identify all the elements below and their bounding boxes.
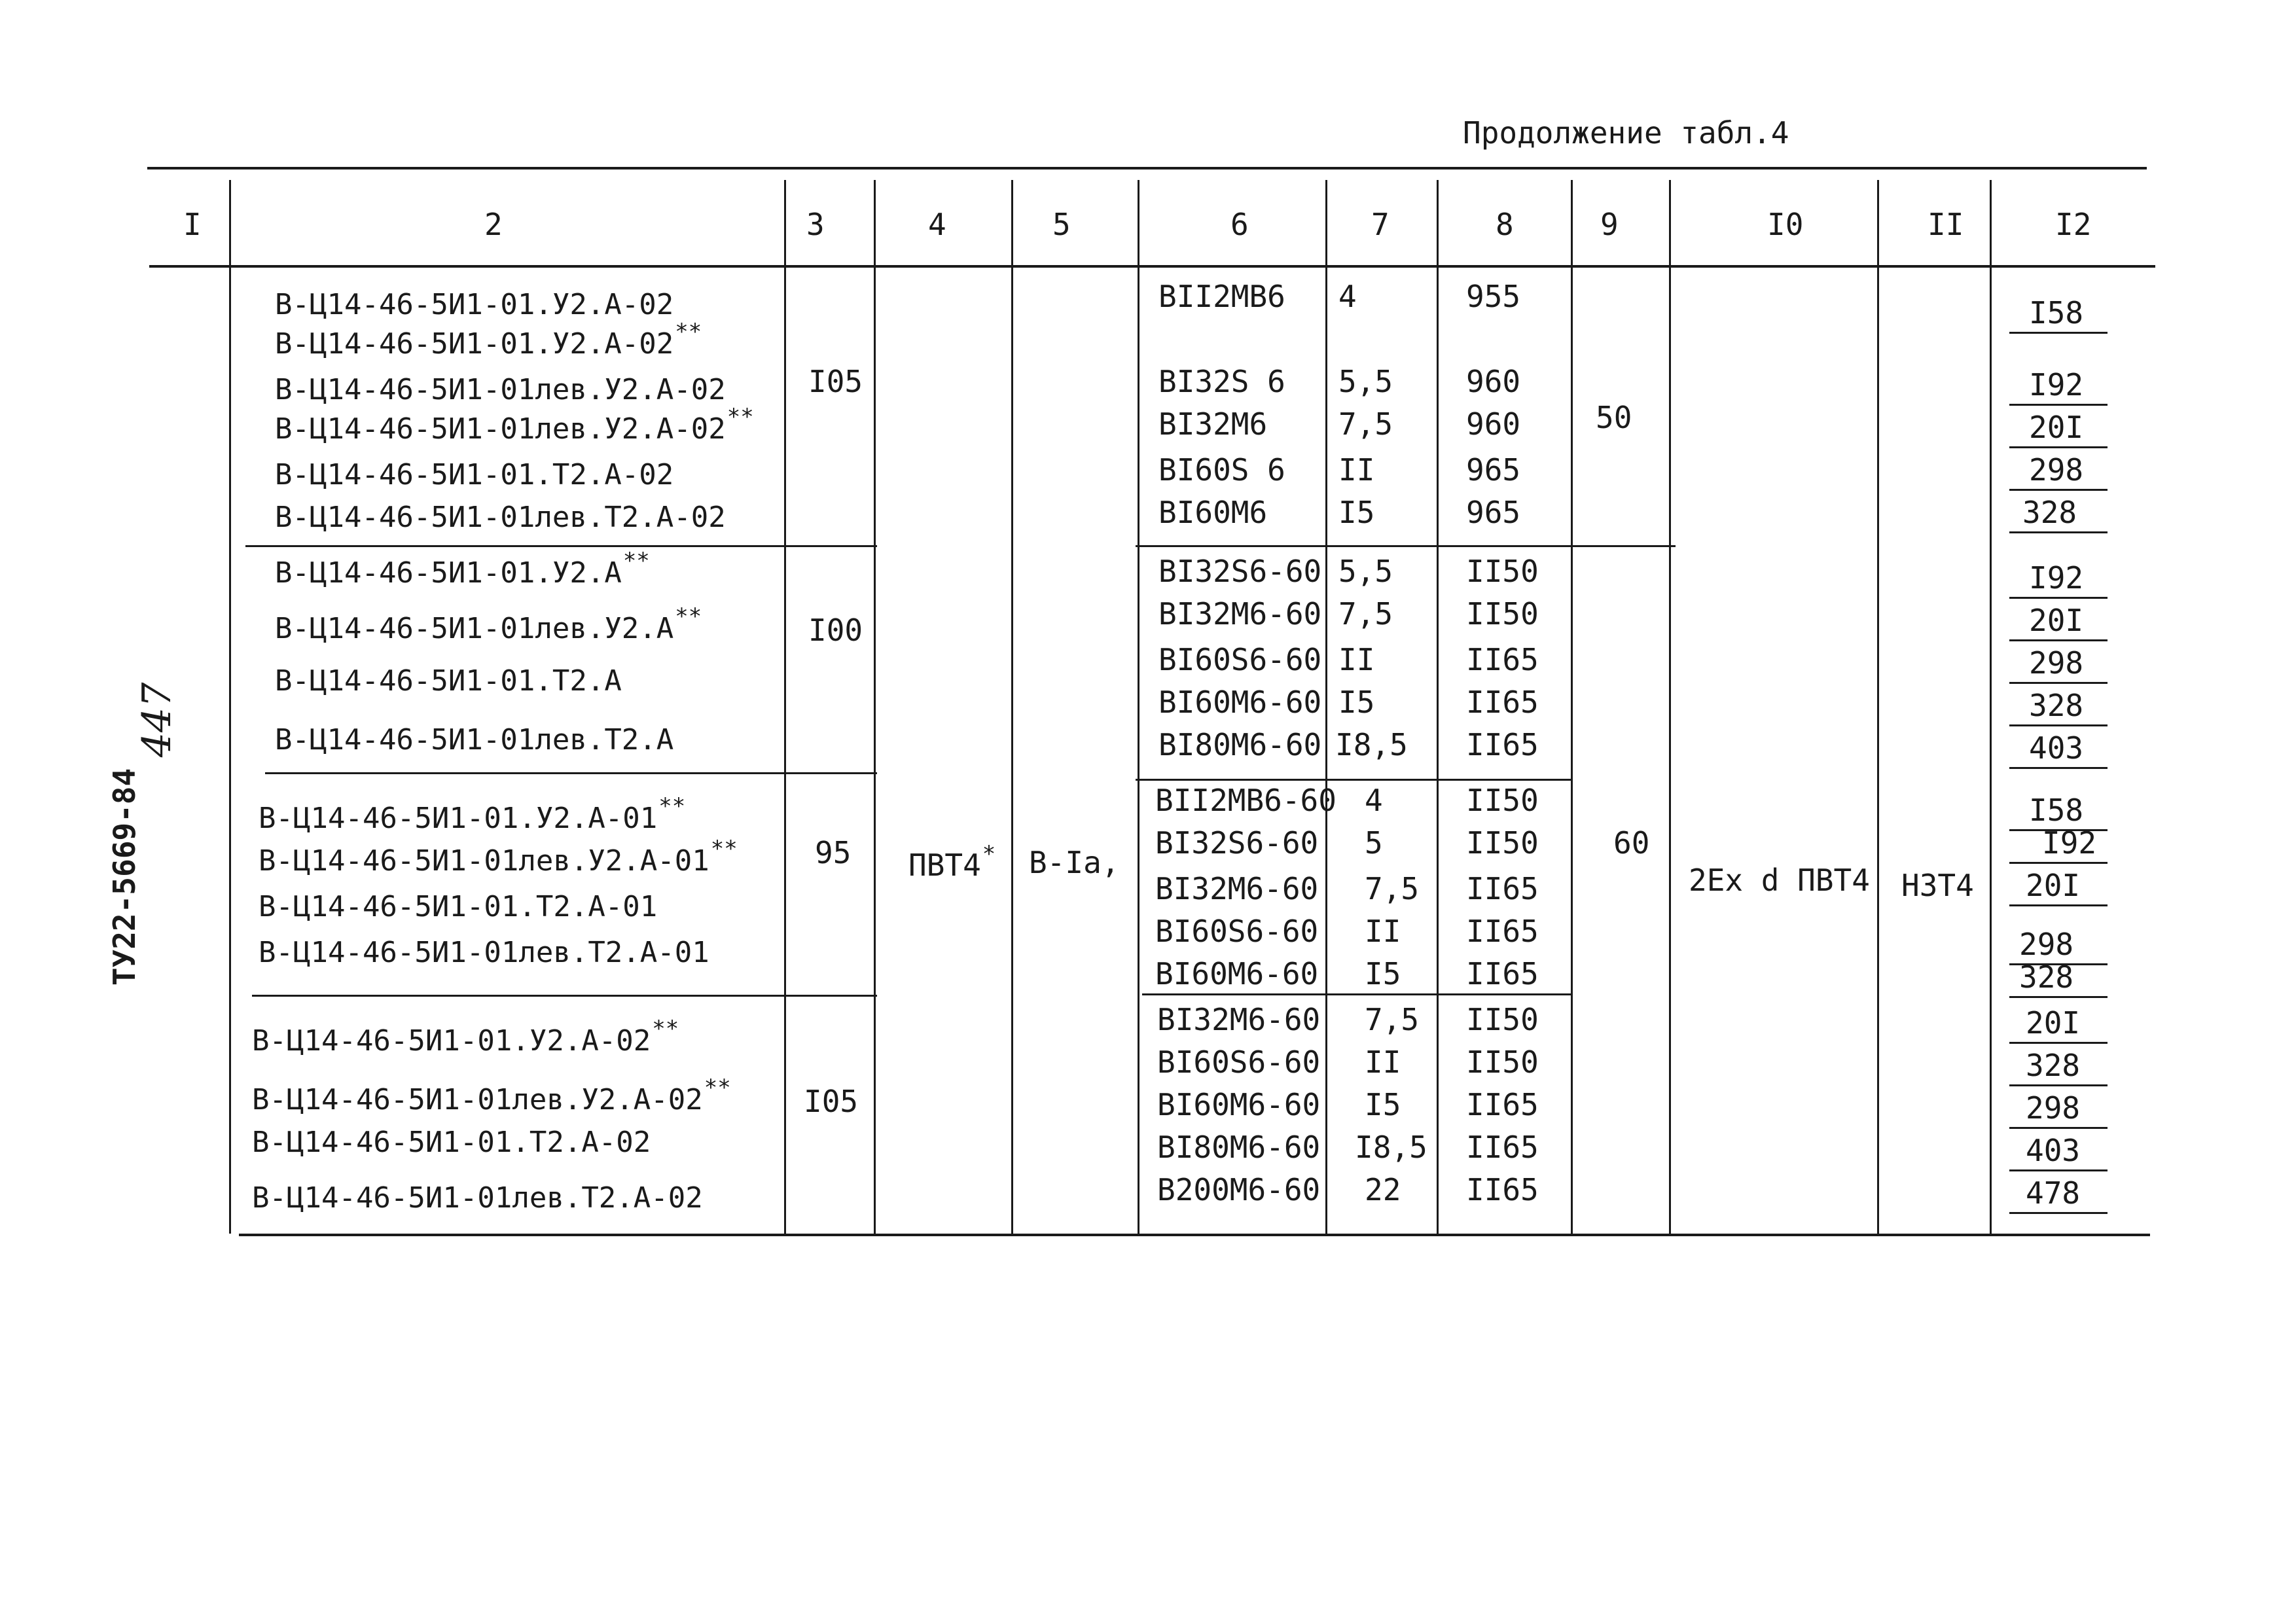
column-rule (1669, 180, 1671, 1234)
group-rule-right (1142, 993, 1571, 995)
motor-rpm: II50 (1466, 1002, 1539, 1037)
col10-value: 2Ех d ПВТ4 (1689, 863, 1870, 898)
designation-row (275, 452, 675, 490)
motor-rpm: 955 (1466, 279, 1521, 314)
column-header: II (1928, 207, 1964, 242)
column-rule (1990, 180, 1992, 1234)
col12-underline (2009, 724, 2108, 726)
motor-model: BI60S6-60 (1155, 914, 1319, 949)
column-header: I0 (1767, 207, 1804, 242)
motor-power: II (1338, 452, 1375, 488)
col12-underline (2009, 1042, 2108, 1044)
designation-text: В-Ц14-46-5И1-01лев.У2.А-01 (259, 844, 709, 878)
column-header: 2 (484, 207, 503, 242)
col12-underline (2009, 1127, 2108, 1129)
col12-underline (2009, 489, 2108, 491)
column-rule (1437, 180, 1439, 1234)
column-header: 7 (1371, 207, 1390, 242)
motor-power: I8,5 (1335, 727, 1408, 762)
group-rule-left (252, 995, 877, 997)
motor-model: BI32M6 (1158, 406, 1268, 442)
column-rule (1011, 180, 1013, 1234)
col3-value: I05 (804, 1084, 859, 1119)
col11-value: Н3Т4 (1901, 868, 1974, 903)
motor-rpm: II50 (1466, 596, 1539, 632)
group-rule-right (1136, 545, 1676, 547)
designation-mark: ** (675, 319, 702, 345)
motor-power: II (1338, 642, 1375, 677)
motor-power: 5 (1365, 825, 1383, 861)
motor-rpm: II50 (1466, 1044, 1539, 1080)
col12-underline (2009, 904, 2108, 906)
column-rule (229, 180, 231, 1234)
designation-row (275, 494, 727, 532)
designation-row (275, 406, 754, 444)
col12-underline (2009, 639, 2108, 641)
column-rule (784, 180, 786, 1234)
motor-model: BI60S6-60 (1158, 642, 1322, 677)
designation-row (259, 795, 685, 833)
col12-value: I92 (2029, 367, 2084, 402)
designation-text: В-Ц14-46-5И1-01.Т2.А-02 (275, 458, 674, 491)
col12-underline (2009, 682, 2108, 684)
motor-power: 5,5 (1338, 364, 1393, 399)
motor-power: II (1365, 1044, 1401, 1080)
motor-model: BI60S 6 (1158, 452, 1285, 488)
bottom-rule (239, 1234, 2150, 1236)
table-caption: Продолжение табл.4 (1463, 115, 1789, 151)
designation-text: В-Ц14-46-5И1-01.У2.А-02 (275, 288, 674, 321)
column-rule (1877, 180, 1879, 1234)
column-rule (1138, 180, 1139, 1234)
column-header: 8 (1496, 207, 1514, 242)
motor-model: BI32M6-60 (1157, 1002, 1321, 1037)
designation-row (259, 929, 711, 967)
motor-model: B200M6-60 (1157, 1172, 1321, 1207)
group-rule-right (1136, 779, 1571, 781)
col12-underline (2009, 1212, 2108, 1214)
motor-rpm: II50 (1466, 554, 1539, 589)
col12-underline (2009, 767, 2108, 769)
motor-power: 7,5 (1338, 406, 1393, 442)
col12-value: 20I (2026, 868, 2081, 903)
motor-rpm: II65 (1466, 685, 1539, 720)
motor-rpm: II50 (1466, 783, 1539, 818)
motor-model: BI32S6-60 (1158, 554, 1322, 589)
motor-rpm: II65 (1466, 871, 1539, 906)
col12-value: 20I (2029, 603, 2084, 638)
group-rule-left (245, 545, 877, 547)
motor-model: BI60M6 (1158, 495, 1268, 530)
motor-power: 4 (1338, 279, 1357, 314)
col3-value: I00 (808, 613, 863, 648)
col12-underline (2009, 446, 2108, 448)
motor-rpm: II65 (1466, 642, 1539, 677)
motor-model: BI60S6-60 (1157, 1044, 1321, 1080)
motor-rpm: II65 (1466, 1172, 1539, 1207)
designation-text: В-Ц14-46-5И1-01лев.У2.А-02 (275, 412, 726, 446)
column-rule (1325, 180, 1327, 1234)
designation-text: В-Ц14-46-5И1-01лев.У2.А-02 (275, 373, 726, 406)
column-header: 9 (1600, 207, 1619, 242)
designation-mark: ** (622, 548, 650, 574)
motor-rpm: II65 (1466, 1130, 1539, 1165)
col12-value: 20I (2026, 1005, 2081, 1041)
motor-rpm: 960 (1466, 364, 1521, 399)
column-header: 4 (928, 207, 946, 242)
col12-underline (2009, 862, 2108, 864)
motor-rpm: 965 (1466, 495, 1521, 530)
page-number: 447 (134, 682, 180, 758)
column-rule (874, 180, 876, 1234)
col12-value: 298 (2019, 927, 2074, 962)
designation-row (275, 366, 727, 404)
designation-mark: ** (652, 1016, 679, 1042)
motor-power: 7,5 (1365, 871, 1420, 906)
side-label: ТУ22-5669-84 (107, 768, 142, 986)
col12-value: 478 (2026, 1175, 2081, 1211)
col5-value: В-Iа, (1029, 845, 1120, 880)
col12-value: 298 (2026, 1090, 2081, 1126)
col9-value-g3: 60 (1613, 825, 1650, 861)
motor-power: 5,5 (1338, 554, 1393, 589)
designation-text: В-Ц14-46-5И1-01.Т2.А-02 (252, 1126, 651, 1159)
designation-row (252, 1018, 679, 1056)
motor-rpm: 960 (1466, 406, 1521, 442)
designation-text: В-Ц14-46-5И1-01.У2.А (275, 556, 622, 590)
motor-rpm: II65 (1466, 914, 1539, 949)
designation-row (259, 883, 658, 921)
motor-power: I5 (1365, 956, 1401, 991)
motor-power: 7,5 (1365, 1002, 1420, 1037)
designation-row (252, 1175, 704, 1213)
designation-row (252, 1119, 652, 1157)
designation-text: В-Ц14-46-5И1-01лев.Т2.А-02 (252, 1181, 703, 1215)
column-header: 5 (1052, 207, 1071, 242)
column-header: I2 (2055, 207, 2092, 242)
motor-model: BII2MB6-60 (1155, 783, 1336, 818)
col12-underline (2009, 1169, 2108, 1171)
motor-rpm: II65 (1466, 1087, 1539, 1122)
motor-model: BI60M6-60 (1155, 956, 1319, 991)
col12-underline (2009, 597, 2108, 599)
motor-model: BI32S6-60 (1155, 825, 1319, 861)
column-rule (1571, 180, 1573, 1234)
motor-rpm: II65 (1466, 956, 1539, 991)
designation-text: В-Ц14-46-5И1-01лев.Т2.А-01 (259, 936, 709, 969)
designation-text: В-Ц14-46-5И1-01.У2.А-01 (259, 802, 658, 835)
motor-model: BI32M6-60 (1155, 871, 1319, 906)
col12-value: 298 (2029, 452, 2084, 488)
col12-underline (2009, 996, 2108, 998)
col12-underline (2009, 531, 2108, 533)
col12-underline (2009, 404, 2108, 406)
designation-mark: ** (675, 603, 702, 630)
designation-row (275, 605, 702, 643)
motor-power: 4 (1365, 783, 1383, 818)
designation-text: В-Ц14-46-5И1-01.Т2.А-01 (259, 890, 658, 923)
col4-mark: * (982, 841, 996, 867)
col12-value: I58 (2029, 793, 2084, 828)
designation-row (252, 1077, 731, 1115)
motor-model: BI32M6-60 (1158, 596, 1322, 632)
col12-value: 328 (2029, 688, 2084, 723)
motor-model: BI80M6-60 (1157, 1130, 1321, 1165)
col9-value-g1: 50 (1596, 400, 1632, 435)
motor-power: I5 (1338, 495, 1375, 530)
designation-text: В-Ц14-46-5И1-01лев.У2.А-02 (252, 1083, 703, 1116)
designation-text: В-Ц14-46-5И1-01.Т2.А (275, 664, 622, 698)
designation-row (275, 281, 675, 319)
motor-rpm: II65 (1466, 727, 1539, 762)
designation-text: В-Ц14-46-5И1-01.У2.А-02 (275, 327, 674, 361)
col12-value: I58 (2029, 295, 2084, 330)
designation-row (275, 717, 675, 755)
motor-model: BII2MB6 (1158, 279, 1285, 314)
col12-value: 403 (2026, 1133, 2081, 1168)
motor-power: 7,5 (1338, 596, 1393, 632)
col12-value: I92 (2042, 825, 2097, 861)
col12-underline (2009, 332, 2108, 334)
col4-value (908, 841, 996, 883)
designation-mark: ** (658, 793, 686, 819)
motor-rpm: II50 (1466, 825, 1539, 861)
motor-power: I8,5 (1355, 1130, 1427, 1165)
col12-value: 403 (2029, 730, 2084, 766)
designation-row (275, 658, 623, 696)
motor-model: BI60M6-60 (1157, 1087, 1321, 1122)
designation-text: В-Ц14-46-5И1-01лев.Т2.А (275, 723, 674, 757)
column-header: 3 (806, 207, 825, 242)
col12-value: I92 (2029, 560, 2084, 596)
motor-power: 22 (1365, 1172, 1401, 1207)
designation-text: В-Ц14-46-5И1-01лев.Т2.А-02 (275, 501, 726, 534)
motor-power: II (1365, 914, 1401, 949)
col3-value: I05 (808, 364, 863, 399)
designation-text: В-Ц14-46-5И1-01.У2.А-02 (252, 1024, 651, 1058)
designation-row (259, 838, 738, 876)
designation-text: В-Ц14-46-5И1-01лев.У2.А (275, 612, 674, 645)
col12-value: 328 (2026, 1048, 2081, 1083)
col12-underline (2009, 1084, 2108, 1086)
col12-value: 328 (2022, 495, 2077, 530)
designation-mark: ** (704, 1075, 731, 1101)
column-header: I (183, 207, 202, 242)
col12-value: 298 (2029, 645, 2084, 681)
motor-model: BI32S 6 (1158, 364, 1285, 399)
motor-power: I5 (1338, 685, 1375, 720)
motor-rpm: 965 (1466, 452, 1521, 488)
col4-text: ПВТ4 (908, 847, 981, 883)
top-rule (147, 167, 2147, 169)
designation-mark: ** (710, 836, 738, 862)
column-header: 6 (1230, 207, 1249, 242)
col3-value: 95 (815, 835, 852, 870)
header-rule (149, 265, 2155, 268)
motor-power: I5 (1365, 1087, 1401, 1122)
motor-model: BI80M6-60 (1158, 727, 1322, 762)
designation-row (275, 550, 650, 588)
designation-row (275, 321, 702, 359)
col12-value: 328 (2019, 959, 2074, 995)
motor-model: BI60M6-60 (1158, 685, 1322, 720)
designation-mark: ** (726, 404, 754, 430)
col12-value: 20I (2029, 410, 2084, 445)
